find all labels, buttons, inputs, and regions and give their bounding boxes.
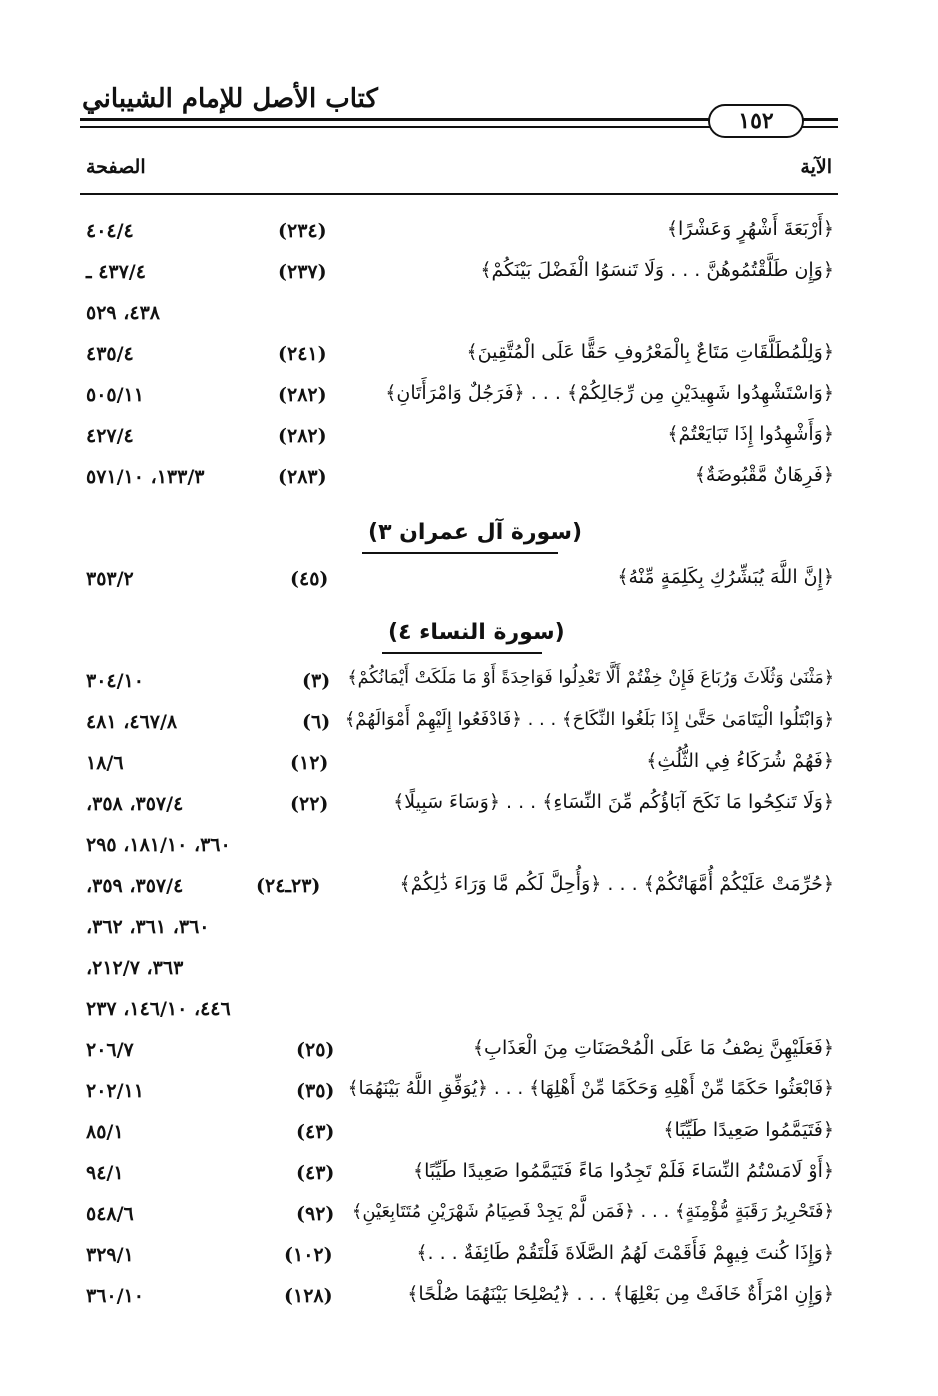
page-ref: ٣٦٠/١٠ — [86, 1285, 144, 1307]
index-row-continuation — [0, 951, 938, 991]
verse-text: ﴿وَإِن طَلَّقْتُمُوهُنَّ . . . وَلَا تَنسَوُا الْفَضْلَ بَيْنَكُمْ﴾ — [480, 259, 834, 281]
verse-text: ﴿فَرِهَانٌ مَّقْبُوضَةٌ﴾ — [694, 464, 834, 486]
verse-text: ﴿فَابْعَثُوا حَكَمًا مِّنْ أَهْلِهِ وَحَكَمًا مِّنْ أَهْلِهَا﴾ . . . ﴿يُوَفِّقِ اللَّهُ بَيْنَهُمَا﴾ — [347, 1078, 834, 1099]
page-ref: ٢٠٦/٧ — [86, 1039, 134, 1061]
page-ref: ٤٣٧/٤ ـ — [86, 261, 146, 283]
index-row — [0, 1279, 938, 1319]
page-ref: ٣٦٠، ٣٦١، ٣٦٢، — [86, 916, 210, 938]
surah-underline — [382, 652, 542, 654]
book-title: كتاب الأصل للإمام الشيباني — [82, 84, 378, 114]
verse-number: (٢٨٢) — [278, 384, 327, 406]
page-ref: ٣٥٣/٢ — [86, 568, 134, 590]
page-ref: ٩٤/١ — [86, 1162, 124, 1184]
index-row — [0, 664, 938, 704]
index-row-continuation — [0, 992, 938, 1032]
verse-number: (٤٣) — [296, 1162, 335, 1184]
index-row — [0, 1238, 938, 1278]
index-row-continuation — [0, 296, 938, 336]
verse-number: (٣٥) — [296, 1080, 335, 1102]
index-row — [0, 1115, 938, 1155]
index-row — [0, 562, 938, 602]
verse-number: (١٢٨) — [284, 1285, 333, 1307]
verse-text: ﴿حُرِّمَتْ عَلَيْكُمْ أُمَّهَاتُكُمْ﴾ . . . ﴿وَأُحِلَّ لَكُم مَّا وَرَاءَ ذَٰلِكُمْ﴾ — [399, 873, 834, 895]
page-ref: ٤٤٦، ١٤٦/١٠، ٢٣٧ — [86, 998, 231, 1020]
verse-text: ﴿وَاسْتَشْهِدُوا شَهِيدَيْنِ مِن رِّجَالِكُمْ﴾ . . . ﴿فَرَجُلٌ وَامْرَأَتَانِ﴾ — [385, 382, 834, 404]
index-row — [0, 378, 938, 418]
verse-number: (٤٣) — [296, 1121, 335, 1143]
verse-text: ﴿وَلَا تَنكِحُوا مَا نَكَحَ آبَاؤُكُم مِّنَ النِّسَاءِ﴾ . . . ﴿وَسَاءَ سَبِيلًا﴾ — [393, 791, 834, 813]
surah-underline — [362, 552, 558, 554]
page-ref: ٣٥٧/٤، ٣٥٨، — [86, 793, 184, 815]
verse-number: (٢٨٣) — [278, 466, 327, 488]
page-ref: ٣٥٧/٤، ٣٥٩، — [86, 875, 184, 897]
verse-text: ﴿مَثْنَىٰ وَثُلَاثَ وَرُبَاعَ فَإِنْ خِفْتُمْ أَلَّا تَعْدِلُوا فَوَاحِدَةً أَوْ مَا مَلَكَتْ أَيْمَانُكُمْ﴾ — [347, 668, 834, 688]
page-ref: ٣٢٩/١ — [86, 1244, 134, 1266]
verse-text: ﴿فَتَحْرِيرُ رَقَبَةٍ مُّؤْمِنَةٍ﴾ . . . ﴿فَمَن لَّمْ يَجِدْ فَصِيَامُ شَهْرَيْنِ مُتَتَابِعَيْنِ﴾ — [351, 1201, 834, 1222]
verse-text: ﴿فَتَيَمَّمُوا صَعِيدًا طَيِّبًا﴾ — [663, 1119, 834, 1141]
index-row — [0, 1197, 938, 1237]
index-row — [0, 787, 938, 827]
verse-number: (٢٨٢) — [278, 425, 327, 447]
verse-number: (٢٢) — [290, 793, 329, 815]
verse-number: (٩٢) — [296, 1203, 335, 1225]
page-ref: ٤٣٨، ٥٢٩ — [86, 302, 160, 324]
page-ref: ١٨/٦ — [86, 752, 124, 774]
verse-text: ﴿أَرْبَعَةَ أَشْهُرٍ وَعَشْرًا﴾ — [666, 218, 834, 240]
index-row — [0, 255, 938, 295]
verse-number: (١٠٢) — [284, 1244, 333, 1266]
verse-text: ﴿أَوْ لَامَسْتُمُ النِّسَاءَ فَلَمْ تَجِدُوا مَاءً فَتَيَمَّمُوا صَعِيدًا طَيِّبًا﴾ — [412, 1160, 834, 1182]
page-ref: ٥٠٥/١١ — [86, 384, 144, 406]
surah-heading-an-nisa: (سورة النساء ٤) — [388, 620, 565, 645]
verse-number: (٢٥) — [296, 1039, 335, 1061]
verse-number: (٣) — [302, 670, 331, 692]
index-row — [0, 1033, 938, 1073]
column-rule — [80, 193, 838, 195]
index-row — [0, 419, 938, 459]
index-row — [0, 746, 938, 786]
page-ref: ٢٠٢/١١ — [86, 1080, 144, 1102]
index-row — [0, 214, 938, 254]
verse-number: (٤٥) — [290, 568, 329, 590]
index-row — [0, 1156, 938, 1196]
surah-heading-al-imran: (سورة آل عمران ٣) — [368, 520, 583, 545]
verse-number: (٢٤١) — [278, 343, 327, 365]
index-row-continuation — [0, 828, 938, 868]
index-row — [0, 337, 938, 377]
page-ref: ٥٤٨/٦ — [86, 1203, 134, 1225]
verse-text: ﴿وَلِلْمُطَلَّقَاتِ مَتَاعٌ بِالْمَعْرُوفِ حَقًّا عَلَى الْمُتَّقِينَ﴾ — [466, 341, 834, 363]
verse-text: ﴿وَأَشْهِدُوا إِذَا تَبَايَعْتُمْ﴾ — [667, 423, 834, 445]
verse-number: (١٢) — [290, 752, 329, 774]
verse-text: ﴿إِنَّ اللَّهَ يُبَشِّرُكِ بِكَلِمَةٍ مِّنْهُ﴾ — [617, 566, 834, 588]
page-ref: ٨٥/١ — [86, 1121, 124, 1143]
column-header-page: الصفحة — [86, 156, 146, 178]
page-ref: ٤٠٤/٤ — [86, 220, 134, 242]
page-ref: ٤٣٥/٤ — [86, 343, 134, 365]
verse-number: (٢٣٤) — [278, 220, 327, 242]
verse-text: ﴿وَإِنِ امْرَأَةٌ خَافَتْ مِن بَعْلِهَا﴾ . . . ﴿يُصْلِحَا بَيْنَهُمَا صُلْحًا﴾ — [407, 1283, 834, 1305]
verse-number: (٦) — [302, 711, 331, 733]
page-ref: ٣٦٠، ١٨١/١٠، ٢٩٥ — [86, 834, 231, 856]
index-row — [0, 460, 938, 500]
page-ref: ٤٦٧/٨، ٤٨١ — [86, 711, 178, 733]
page-ref: ٣٠٤/١٠ — [86, 670, 144, 692]
index-row-continuation — [0, 910, 938, 950]
page-ref: ١٣٣/٣، ٥٧١/١٠ — [86, 466, 205, 488]
index-row — [0, 869, 938, 909]
verse-number: (٢٣٧) — [278, 261, 327, 283]
index-row — [0, 1074, 938, 1114]
verse-text: ﴿وَابْتَلُوا الْيَتَامَىٰ حَتَّىٰ إِذَا بَلَغُوا النِّكَاحَ﴾ . . . ﴿فَادْفَعُوا إِلَيْهِمْ أَمْوَالَهُمْ﴾ — [344, 709, 834, 730]
verse-text: ﴿فَهُمْ شُرَكَاءُ فِي الثُّلُثِ﴾ — [646, 750, 834, 772]
verse-number: (٢٣ـ٢٤) — [256, 875, 321, 897]
page-ref: ٣٦٣، ٢١٢/٧، — [86, 957, 184, 979]
verse-text: ﴿فَعَلَيْهِنَّ نِصْفُ مَا عَلَى الْمُحْصَنَاتِ مِنَ الْعَذَابِ﴾ — [472, 1037, 834, 1059]
page-ref: ٤٢٧/٤ — [86, 425, 134, 447]
verse-text: ﴿وَإِذَا كُنتَ فِيهِمْ فَأَقَمْتَ لَهُمُ الصَّلَاةَ فَلْتَقُمْ طَائِفَةٌ . . .﴾ — [416, 1242, 834, 1264]
page-number: ١٥٢ — [708, 104, 804, 138]
column-header-verse: الآية — [800, 156, 832, 178]
index-row — [0, 705, 938, 745]
